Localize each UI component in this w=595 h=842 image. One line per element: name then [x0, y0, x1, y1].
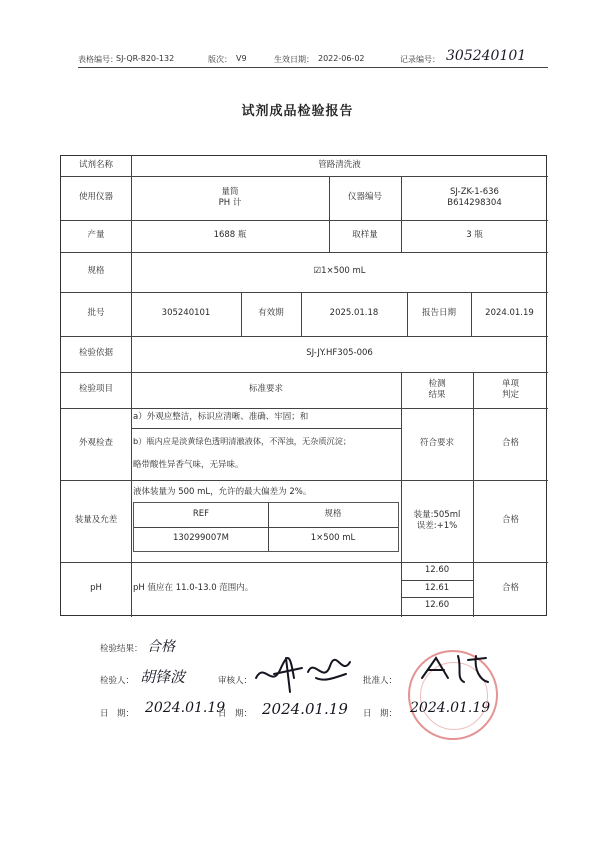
basis-label: 检验依据 — [78, 348, 113, 359]
effective-date: 2022-06-02 — [318, 54, 365, 63]
report-date-label: 报告日期 — [421, 308, 456, 319]
instrument-no-label: 仪器编号 — [347, 192, 382, 203]
appearance-result: 符合要求 — [419, 438, 454, 449]
instrument-value — [131, 176, 329, 220]
form-no-label: 表格编号： — [78, 55, 118, 64]
appearance-std-b1: b）瓶内应是淡黄绿色透明清澈液体，不浑浊，无杂质沉淀； — [133, 436, 352, 447]
header-rule — [78, 67, 548, 68]
sample-label: 取样量 — [352, 230, 378, 241]
form-header — [78, 50, 548, 68]
volume-judge: 合格 — [501, 515, 519, 526]
instrument-no-2: B614298304 — [447, 198, 502, 208]
instrument-value-2: PH 计 — [218, 198, 242, 208]
volume-label: 装量及允差 — [74, 515, 118, 526]
ref-value: 130299007M — [172, 533, 229, 544]
ph-std: pH 值应在 11.0-13.0 范围内。 — [133, 582, 254, 593]
std-subdivider — [131, 428, 401, 429]
appearance-label: 外观检查 — [78, 438, 113, 449]
instrument-value-1: 量筒 — [221, 186, 239, 197]
appearance-std-a: a）外观应整洁，标识应清晰、准确、牢固；和 — [133, 412, 309, 423]
ph-judge: 合格 — [501, 582, 519, 593]
inspector-signature: 胡锋波 — [140, 668, 186, 686]
output-label: 产量 — [87, 230, 105, 241]
volume-result-2: 误差:+1% — [416, 521, 458, 531]
output-value: 1688 瓶 — [213, 230, 247, 241]
sample-value: 3 瓶 — [466, 230, 483, 241]
reagent-label: 试剂名称 — [78, 160, 113, 171]
form-no: SJ-QR-820-132 — [116, 54, 175, 63]
reagent-value: 管路清洗液 — [318, 160, 361, 171]
judge-header-1: 单项 — [501, 378, 519, 389]
date-label-1: 日 期： — [100, 709, 135, 719]
version-label: 版次： — [208, 55, 232, 64]
instrument-no-value — [401, 176, 548, 220]
volume-result-1: 装量:505ml — [413, 509, 461, 520]
approver-label: 批准人： — [363, 676, 398, 686]
judge-header — [473, 372, 548, 408]
approver-signature — [418, 650, 493, 688]
reviewer-label: 审核人： — [218, 676, 253, 686]
volume-std: 液体装量为 500 mL，允许的最大偏差为 2%。 — [133, 487, 312, 498]
expiry-label: 有效期 — [258, 308, 284, 319]
date-label-2: 日 期： — [218, 709, 253, 719]
basis-value: SJ-JY.HF305-006 — [306, 348, 373, 359]
ph-result-1: 12.60 — [424, 565, 450, 576]
ref-spec-value: 1×500 mL — [310, 533, 356, 544]
ref-spec-header: 规格 — [324, 509, 342, 520]
version: V9 — [236, 54, 247, 63]
result-header-2: 结果 — [428, 390, 446, 400]
ph-result-2: 12.61 — [424, 582, 450, 593]
volume-result — [401, 480, 473, 562]
judge-header-2: 判定 — [501, 390, 519, 400]
instrument-label: 使用仪器 — [78, 192, 113, 203]
ph-label: pH — [90, 582, 102, 593]
date-1: 2024.01.19 — [145, 700, 226, 716]
inspection-table — [60, 155, 547, 616]
appearance-judge: 合格 — [501, 438, 519, 449]
standard-header: 标准要求 — [248, 384, 283, 395]
result-header — [401, 372, 473, 408]
ref-spec-box — [133, 502, 399, 552]
conclusion-label: 检验结果： — [100, 644, 143, 654]
report-date-value: 2024.01.19 — [485, 308, 534, 319]
conclusion-value: 合格 — [147, 639, 175, 655]
inspector-label: 检验人： — [100, 676, 135, 686]
reviewer-signature — [250, 648, 358, 696]
result-header-1: 检测 — [428, 378, 446, 389]
record-no-label: 记录编号： — [400, 55, 440, 64]
record-no: 305240101 — [446, 48, 527, 64]
instrument-no-1: SJ-ZK-1-636 — [450, 186, 499, 197]
appearance-std-b2: 略带酸性异香气味，无异味。 — [133, 460, 244, 471]
expiry-value: 2025.01.18 — [329, 308, 379, 319]
ref-header: REF — [192, 509, 210, 520]
item-header: 检验项目 — [78, 384, 113, 395]
batch-value: 305240101 — [161, 308, 211, 319]
page-title: 试剂成品检验报告 — [241, 104, 354, 119]
date-3: 2024.01.19 — [410, 700, 491, 716]
effective-label: 生效日期： — [274, 55, 314, 64]
ph-result-3: 12.60 — [424, 600, 450, 611]
spec-label: 规格 — [87, 266, 105, 277]
date-2: 2024.01.19 — [262, 700, 348, 718]
date-label-3: 日 期： — [363, 709, 398, 719]
batch-label: 批号 — [87, 308, 105, 319]
spec-value: ☑1×500 mL — [313, 266, 366, 277]
